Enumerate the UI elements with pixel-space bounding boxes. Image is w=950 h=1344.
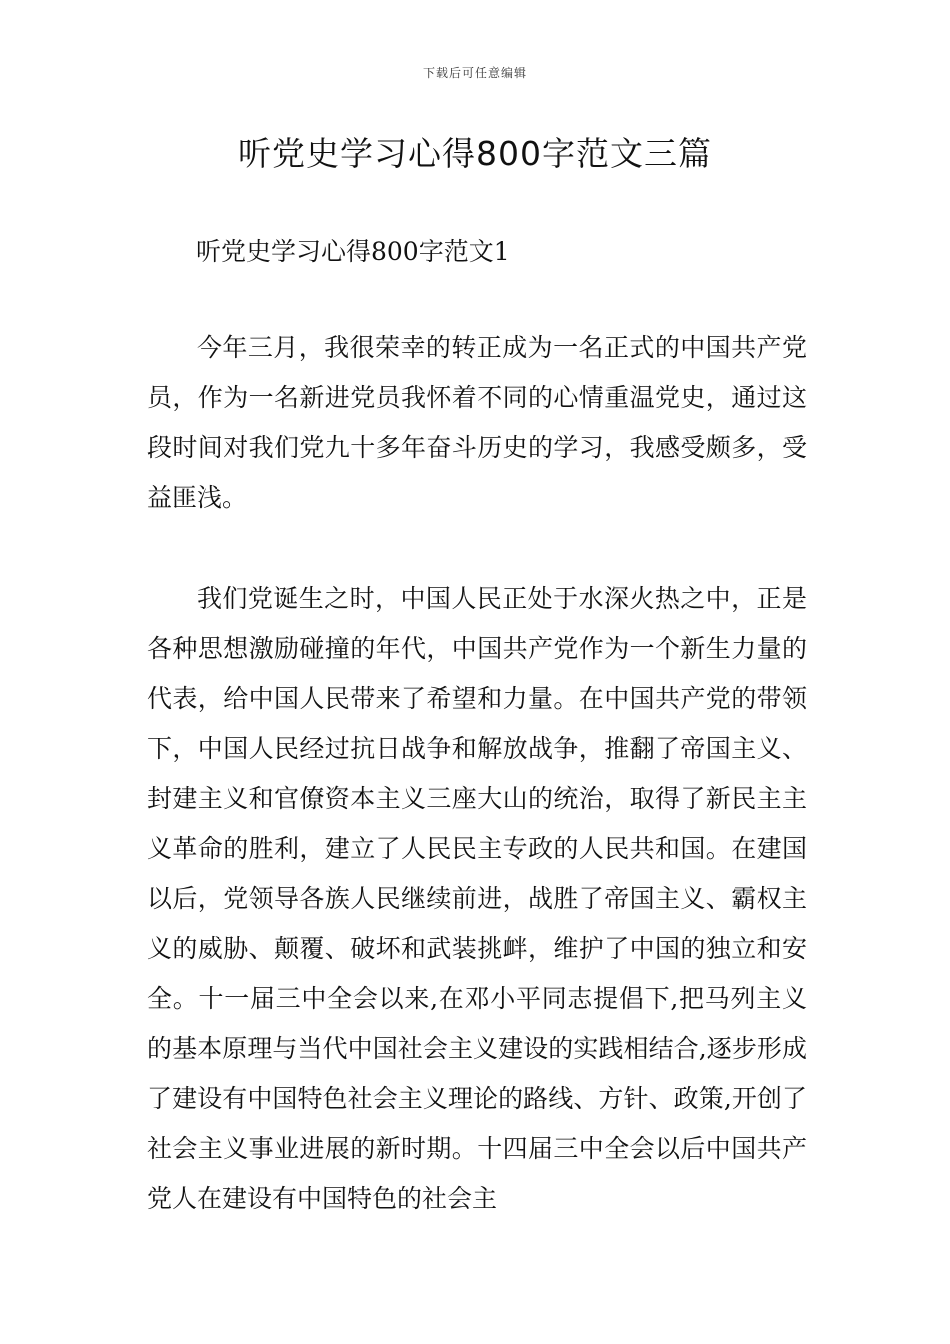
paragraph-1: 今年三月，我很荣幸的转正成为一名正式的中国共产党员，作为一名新进党员我怀着不同的心情重温党史，通过这段时间对我们党九十多年奋斗历史的学习，我感受颇多，受益匪浅。	[147, 333, 807, 512]
section-heading: 听党史学习心得800字范文1	[196, 237, 510, 266]
paragraph-2: 我们党诞生之时，中国人民正处于水深火热之中，正是各种思想激励碰撞的年代，中国共产党作为一个新生力量的代表，给中国人民带来了希望和力量。在中国共产党的带领下，中国人民经过抗日战争和解放战争，推翻了帝国主义、封建主义和官僚资本主义三座大山的统治，取得了新民主主义革命的胜利，建立了人民民主专政的人民共和国。在建国以后，党领导各族人民继续前进，战胜了帝国主义、霸权主义的威胁、颠覆、破坏和武装挑衅，维护了中国的独立和安全。十一届三中全会以来,在邓小平同志提倡下,把马列主义的基本原理与当代中国社会主义建设的实践相结合,逐步形成了建设有中国特色社会主义理论的路线、方针、政策,开创了社会主义事业进展的新时期。十四届三中全会以后中国共产党人在建设有中国特色的社会主	[147, 584, 807, 1213]
header-note: 下载后可任意编辑	[422, 66, 527, 80]
document-title: 听党史学习心得800字范文三篇	[238, 134, 712, 173]
